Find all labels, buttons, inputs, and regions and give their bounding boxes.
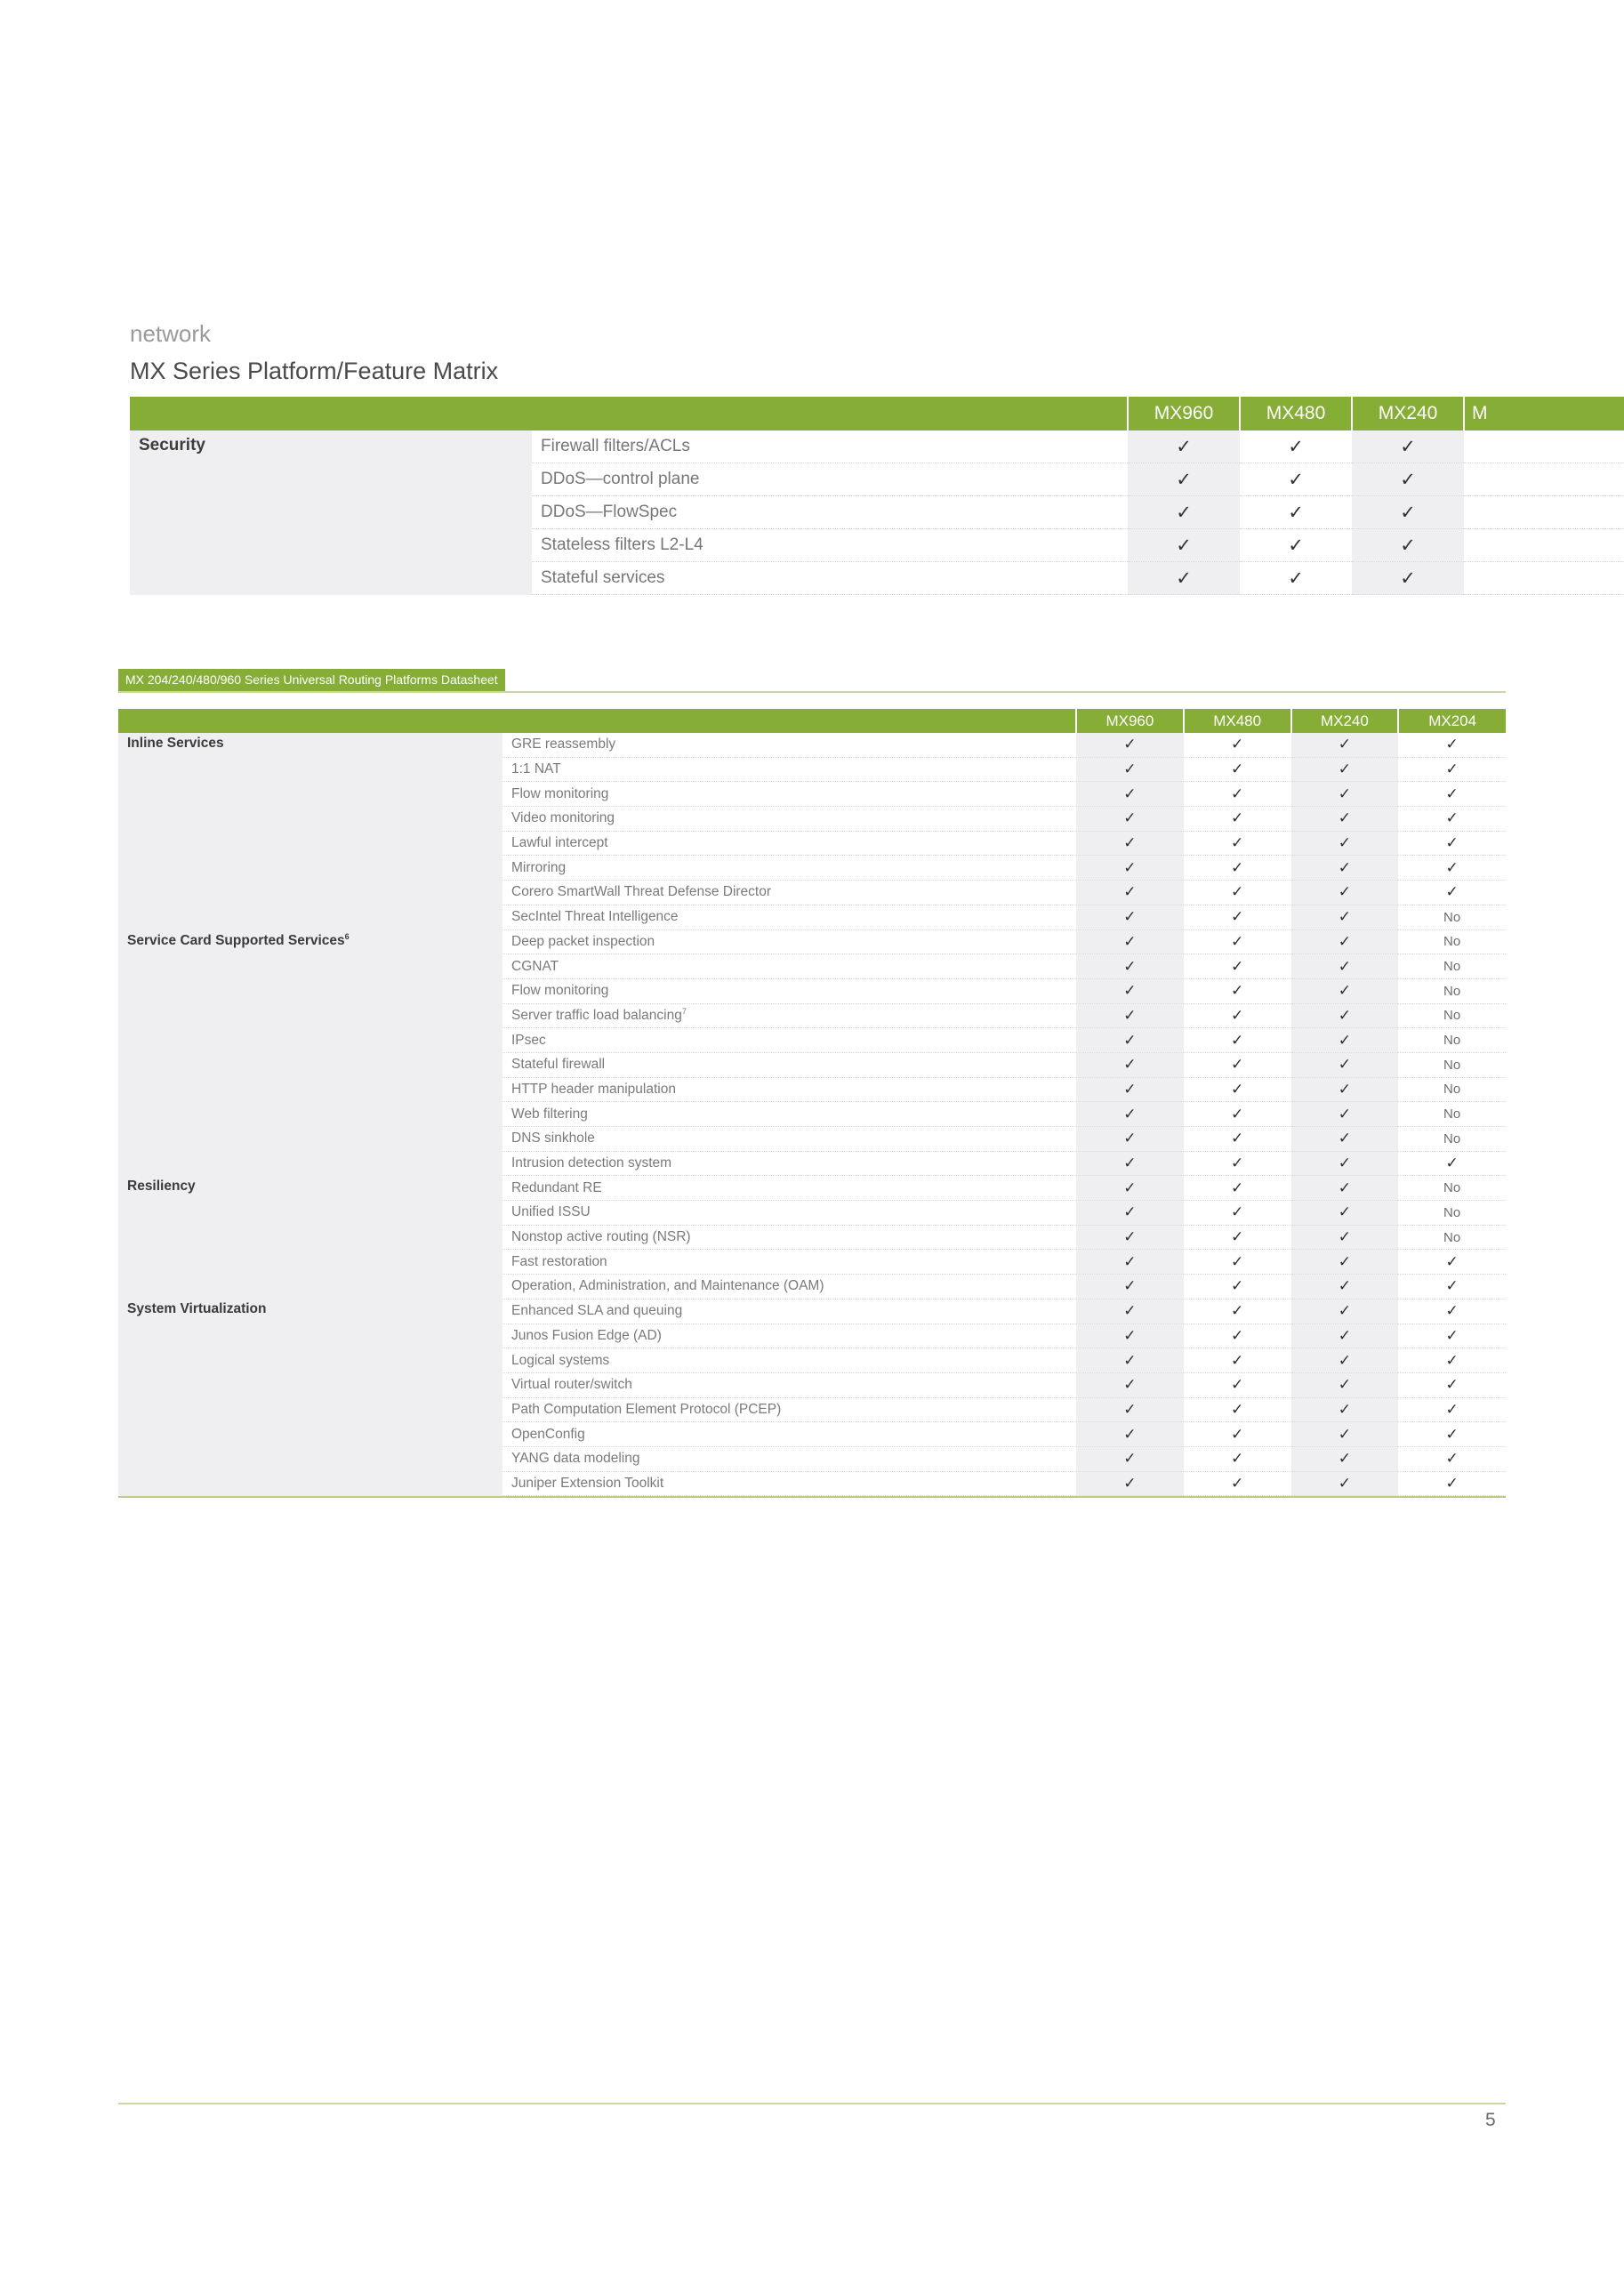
support-mark: ✓ xyxy=(1184,1471,1291,1496)
support-mark: ✓ xyxy=(1076,1201,1184,1226)
support-mark: ✓ xyxy=(1184,1250,1291,1275)
support-mark: ✓ xyxy=(1291,1225,1399,1250)
feature-label xyxy=(502,1102,1076,1127)
support-mark: ✓ xyxy=(1076,1324,1184,1348)
support-mark: ✓ xyxy=(1128,529,1240,562)
feature-text: Junos Fusion Edge (AD) xyxy=(511,1327,662,1343)
support-mark: ✓ xyxy=(1076,782,1184,807)
support-mark: ✓ xyxy=(1076,1052,1184,1077)
support-mark: ✓ xyxy=(1076,905,1184,929)
support-mark: ✓ xyxy=(1398,1275,1506,1299)
feature-text: Flow monitoring xyxy=(511,983,609,999)
header-blank xyxy=(118,709,502,733)
support-mark: ✓ xyxy=(1184,1348,1291,1373)
support-mark: ✓ xyxy=(1128,496,1240,529)
column-header: MX204 xyxy=(1398,709,1506,733)
support-mark: ✓ xyxy=(1184,782,1291,807)
support-mark: ✓ xyxy=(1184,1176,1291,1201)
table-row xyxy=(118,929,1506,954)
support-mark: ✓ xyxy=(1184,1372,1291,1397)
support-mark: ✓ xyxy=(1076,807,1184,832)
support-mark: ✓ xyxy=(1184,831,1291,856)
support-mark: ✓ xyxy=(1076,881,1184,905)
support-mark: ✓ xyxy=(1352,496,1464,529)
support-mark: ✓ xyxy=(1184,1225,1291,1250)
support-mark: ✓ xyxy=(1240,463,1352,496)
support-mark: ✓ xyxy=(1291,1275,1399,1299)
clipped-cell xyxy=(1464,562,1624,595)
support-mark: ✓ xyxy=(1076,1151,1184,1176)
support-mark: ✓ xyxy=(1076,1446,1184,1471)
support-mark: ✓ xyxy=(1076,1176,1184,1201)
feature-text: HTTP header manipulation xyxy=(511,1081,676,1097)
header-blank xyxy=(130,397,532,430)
security-table-header xyxy=(130,397,1624,430)
feature-label: Stateless filters L2-L4 xyxy=(532,529,1128,562)
support-mark: ✓ xyxy=(1076,1348,1184,1373)
support-mark: ✓ xyxy=(1398,1397,1506,1422)
feature-label xyxy=(502,856,1076,881)
support-mark: ✓ xyxy=(1184,1151,1291,1176)
feature-label xyxy=(502,1127,1076,1152)
feature-label xyxy=(502,1052,1076,1077)
clipped-cell xyxy=(1464,430,1624,463)
feature-label xyxy=(502,1299,1076,1324)
support-mark: ✓ xyxy=(1291,978,1399,1003)
support-mark: ✓ xyxy=(1291,733,1399,757)
support-mark: ✓ xyxy=(1398,782,1506,807)
support-mark: ✓ xyxy=(1291,1102,1399,1127)
feature-text: CGNAT xyxy=(511,958,559,974)
support-mark: No xyxy=(1398,1176,1506,1201)
feature-label xyxy=(502,1446,1076,1471)
table-row xyxy=(130,430,1624,463)
support-mark: ✓ xyxy=(1076,1372,1184,1397)
feature-text: Server traffic load balancing xyxy=(511,1008,682,1024)
support-mark: ✓ xyxy=(1291,856,1399,881)
support-mark: ✓ xyxy=(1184,881,1291,905)
feature-text: Web filtering xyxy=(511,1106,588,1122)
feature-text: Logical systems xyxy=(511,1352,610,1368)
feature-label xyxy=(502,1324,1076,1348)
support-mark: ✓ xyxy=(1076,1003,1184,1028)
feature-label xyxy=(502,1471,1076,1496)
support-mark: ✓ xyxy=(1291,1127,1399,1152)
support-mark: ✓ xyxy=(1076,1225,1184,1250)
feature-text: Virtual router/switch xyxy=(511,1377,632,1393)
column-header: MX480 xyxy=(1240,397,1352,430)
footnote-marker: 6 xyxy=(344,932,350,941)
support-mark: ✓ xyxy=(1076,1028,1184,1053)
feature-text: 1:1 NAT xyxy=(511,761,561,777)
support-mark: ✓ xyxy=(1184,1127,1291,1152)
feature-text: Fast restoration xyxy=(511,1253,607,1269)
page-title: MX Series Platform/Feature Matrix xyxy=(130,358,499,384)
footer-divider xyxy=(118,2103,1506,2104)
support-mark: No xyxy=(1398,978,1506,1003)
category-text: Resiliency xyxy=(127,1178,196,1194)
feature-text: YANG data modeling xyxy=(511,1451,640,1467)
support-mark: ✓ xyxy=(1184,733,1291,757)
support-mark: No xyxy=(1398,1102,1506,1127)
clipped-cell xyxy=(1464,529,1624,562)
header-blank xyxy=(532,397,1128,430)
table-row xyxy=(118,1299,1506,1324)
support-mark: ✓ xyxy=(1291,881,1399,905)
support-mark: ✓ xyxy=(1398,831,1506,856)
feature-text: Lawful intercept xyxy=(511,835,608,851)
clipped-heading xyxy=(130,320,397,349)
feature-label xyxy=(502,1028,1076,1053)
support-mark: ✓ xyxy=(1291,1299,1399,1324)
feature-label xyxy=(502,782,1076,807)
feature-label xyxy=(502,1275,1076,1299)
support-mark: ✓ xyxy=(1076,1077,1184,1102)
support-mark: ✓ xyxy=(1291,1028,1399,1053)
column-header: MX240 xyxy=(1291,709,1399,733)
feature-text: Operation, Administration, and Maintenance (OAM) xyxy=(511,1278,824,1294)
table-row xyxy=(118,1176,1506,1201)
support-mark: ✓ xyxy=(1184,1102,1291,1127)
support-mark: ✓ xyxy=(1291,1151,1399,1176)
support-mark: ✓ xyxy=(1184,1446,1291,1471)
support-mark: ✓ xyxy=(1184,954,1291,979)
support-mark: No xyxy=(1398,1028,1506,1053)
support-mark: ✓ xyxy=(1184,978,1291,1003)
feature-text: Corero SmartWall Threat Defense Director xyxy=(511,884,772,900)
feature-text: Unified ISSU xyxy=(511,1204,591,1220)
support-mark: ✓ xyxy=(1398,1422,1506,1447)
feature-label xyxy=(502,1201,1076,1226)
clipped-cell xyxy=(1464,496,1624,529)
feature-label: Firewall filters/ACLs xyxy=(532,430,1128,463)
support-mark: ✓ xyxy=(1076,929,1184,954)
footnote-marker: 7 xyxy=(681,1007,687,1017)
support-mark: ✓ xyxy=(1291,1471,1399,1496)
clipped-cell xyxy=(1464,463,1624,496)
support-mark: ✓ xyxy=(1291,1446,1399,1471)
category-label xyxy=(118,929,502,1176)
feature-label xyxy=(502,733,1076,757)
column-header: MX960 xyxy=(1128,397,1240,430)
support-mark: ✓ xyxy=(1291,1176,1399,1201)
support-mark: ✓ xyxy=(1398,1372,1506,1397)
feature-text: IPsec xyxy=(511,1032,546,1048)
support-mark: ✓ xyxy=(1184,1299,1291,1324)
support-mark: ✓ xyxy=(1184,1052,1291,1077)
support-mark: ✓ xyxy=(1184,1201,1291,1226)
support-mark: ✓ xyxy=(1398,807,1506,832)
column-header: M xyxy=(1464,397,1624,430)
support-mark: ✓ xyxy=(1076,1102,1184,1127)
support-mark: No xyxy=(1398,905,1506,929)
support-mark: No xyxy=(1398,954,1506,979)
support-mark: ✓ xyxy=(1291,807,1399,832)
feature-text: Mirroring xyxy=(511,859,567,875)
support-mark: ✓ xyxy=(1076,1422,1184,1447)
feature-text: Video monitoring xyxy=(511,810,615,826)
feature-label xyxy=(502,1176,1076,1201)
feature-label xyxy=(502,807,1076,832)
feature-label xyxy=(502,881,1076,905)
support-mark: ✓ xyxy=(1291,1052,1399,1077)
support-mark: ✓ xyxy=(1184,757,1291,782)
security-table-container xyxy=(130,397,1506,595)
support-mark: ✓ xyxy=(1076,733,1184,757)
feature-label xyxy=(502,1372,1076,1397)
support-mark: ✓ xyxy=(1128,562,1240,595)
column-header: MX240 xyxy=(1352,397,1464,430)
feature-label xyxy=(502,1151,1076,1176)
support-mark: ✓ xyxy=(1352,430,1464,463)
feature-text: Path Computation Element Protocol (PCEP) xyxy=(511,1401,782,1417)
feature-text: Intrusion detection system xyxy=(511,1155,672,1171)
support-mark: ✓ xyxy=(1076,831,1184,856)
feature-matrix-table xyxy=(118,709,1506,1496)
column-header: MX480 xyxy=(1184,709,1291,733)
support-mark: ✓ xyxy=(1291,1201,1399,1226)
support-mark: ✓ xyxy=(1076,757,1184,782)
support-mark: No xyxy=(1398,929,1506,954)
feature-label xyxy=(502,929,1076,954)
support-mark: ✓ xyxy=(1076,1127,1184,1152)
support-mark: ✓ xyxy=(1398,1151,1506,1176)
support-mark: ✓ xyxy=(1352,529,1464,562)
support-mark: ✓ xyxy=(1291,1422,1399,1447)
feature-matrix-container xyxy=(118,709,1506,1496)
support-mark: ✓ xyxy=(1076,856,1184,881)
support-mark: ✓ xyxy=(1240,496,1352,529)
feature-label xyxy=(502,1422,1076,1447)
feature-label xyxy=(502,1250,1076,1275)
feature-label xyxy=(502,831,1076,856)
support-mark: ✓ xyxy=(1240,562,1352,595)
header-blank xyxy=(502,709,1076,733)
support-mark: ✓ xyxy=(1076,954,1184,979)
feature-label xyxy=(502,757,1076,782)
matrix-header xyxy=(118,709,1506,733)
support-mark: ✓ xyxy=(1076,1471,1184,1496)
category-label xyxy=(118,1176,502,1299)
support-mark: ✓ xyxy=(1184,1422,1291,1447)
support-mark: ✓ xyxy=(1076,1275,1184,1299)
category-text: Inline Services xyxy=(127,736,224,751)
feature-label xyxy=(502,1003,1076,1028)
support-mark: ✓ xyxy=(1184,1077,1291,1102)
support-mark: ✓ xyxy=(1352,562,1464,595)
support-mark: ✓ xyxy=(1184,1275,1291,1299)
support-mark: ✓ xyxy=(1184,1028,1291,1053)
support-mark: ✓ xyxy=(1291,757,1399,782)
category-text: Service Card Supported Services xyxy=(127,933,345,949)
category-label xyxy=(118,1299,502,1496)
support-mark: ✓ xyxy=(1184,929,1291,954)
support-mark: ✓ xyxy=(1398,733,1506,757)
support-mark: ✓ xyxy=(1398,1250,1506,1275)
feature-label: DDoS—control plane xyxy=(532,463,1128,496)
matrix-bottom-rule xyxy=(118,1496,1506,1498)
support-mark: ✓ xyxy=(1184,1324,1291,1348)
feature-text: OpenConfig xyxy=(511,1426,585,1442)
feature-text: SecIntel Threat Intelligence xyxy=(511,909,679,925)
feature-label xyxy=(502,1348,1076,1373)
feature-text: Redundant RE xyxy=(511,1179,602,1195)
support-mark: No xyxy=(1398,1052,1506,1077)
support-mark: ✓ xyxy=(1291,1372,1399,1397)
feature-label: DDoS—FlowSpec xyxy=(532,496,1128,529)
support-mark: No xyxy=(1398,1201,1506,1226)
support-mark: ✓ xyxy=(1291,1250,1399,1275)
feature-text: Flow monitoring xyxy=(511,785,609,801)
column-header: MX960 xyxy=(1076,709,1184,733)
support-mark: ✓ xyxy=(1291,1324,1399,1348)
support-mark: ✓ xyxy=(1398,856,1506,881)
support-mark: ✓ xyxy=(1240,529,1352,562)
support-mark: ✓ xyxy=(1240,430,1352,463)
support-mark: ✓ xyxy=(1291,905,1399,929)
feature-text: DNS sinkhole xyxy=(511,1130,595,1147)
category-label xyxy=(118,733,502,929)
feature-label xyxy=(502,1225,1076,1250)
support-mark: No xyxy=(1398,1127,1506,1152)
category-text: System Virtualization xyxy=(127,1301,267,1317)
support-mark: ✓ xyxy=(1291,1348,1399,1373)
feature-text: Enhanced SLA and queuing xyxy=(511,1303,683,1319)
category-label: Security xyxy=(130,430,532,595)
support-mark: ✓ xyxy=(1291,1003,1399,1028)
feature-text: GRE reassembly xyxy=(511,736,616,752)
security-table xyxy=(130,397,1624,595)
support-mark: ✓ xyxy=(1076,1250,1184,1275)
feature-label xyxy=(502,978,1076,1003)
support-mark: ✓ xyxy=(1076,978,1184,1003)
feature-text: Stateful firewall xyxy=(511,1057,606,1073)
feature-label xyxy=(502,1077,1076,1102)
support-mark: ✓ xyxy=(1291,954,1399,979)
support-mark: No xyxy=(1398,1003,1506,1028)
page-number: 5 xyxy=(1485,2110,1496,2130)
support-mark: ✓ xyxy=(1076,1299,1184,1324)
support-mark: ✓ xyxy=(1184,1397,1291,1422)
support-mark: No xyxy=(1398,1077,1506,1102)
table-row xyxy=(118,733,1506,757)
feature-label xyxy=(502,905,1076,929)
support-mark: ✓ xyxy=(1291,1077,1399,1102)
support-mark: ✓ xyxy=(1184,856,1291,881)
support-mark: ✓ xyxy=(1291,929,1399,954)
support-mark: ✓ xyxy=(1128,463,1240,496)
support-mark: ✓ xyxy=(1184,807,1291,832)
feature-label: Stateful services xyxy=(532,562,1128,595)
support-mark: No xyxy=(1398,1225,1506,1250)
datasheet-banner: MX 204/240/480/960 Series Universal Routing Platforms Datasheet xyxy=(118,669,505,691)
support-mark: ✓ xyxy=(1398,1446,1506,1471)
support-mark: ✓ xyxy=(1398,1299,1506,1324)
support-mark: ✓ xyxy=(1291,1397,1399,1422)
feature-text: Juniper Extension Toolkit xyxy=(511,1475,664,1491)
support-mark: ✓ xyxy=(1352,463,1464,496)
feature-text: Nonstop active routing (NSR) xyxy=(511,1229,691,1245)
support-mark: ✓ xyxy=(1184,1003,1291,1028)
support-mark: ✓ xyxy=(1398,881,1506,905)
support-mark: ✓ xyxy=(1184,905,1291,929)
support-mark: ✓ xyxy=(1291,831,1399,856)
clipped-heading-text: network xyxy=(130,320,212,347)
feature-label xyxy=(502,954,1076,979)
banner-divider xyxy=(118,691,1506,693)
support-mark: ✓ xyxy=(1398,1471,1506,1496)
support-mark: ✓ xyxy=(1128,430,1240,463)
support-mark: ✓ xyxy=(1076,1397,1184,1422)
support-mark: ✓ xyxy=(1398,757,1506,782)
support-mark: ✓ xyxy=(1291,782,1399,807)
feature-text: Deep packet inspection xyxy=(511,933,655,949)
support-mark: ✓ xyxy=(1398,1348,1506,1373)
feature-label xyxy=(502,1397,1076,1422)
support-mark: ✓ xyxy=(1398,1324,1506,1348)
